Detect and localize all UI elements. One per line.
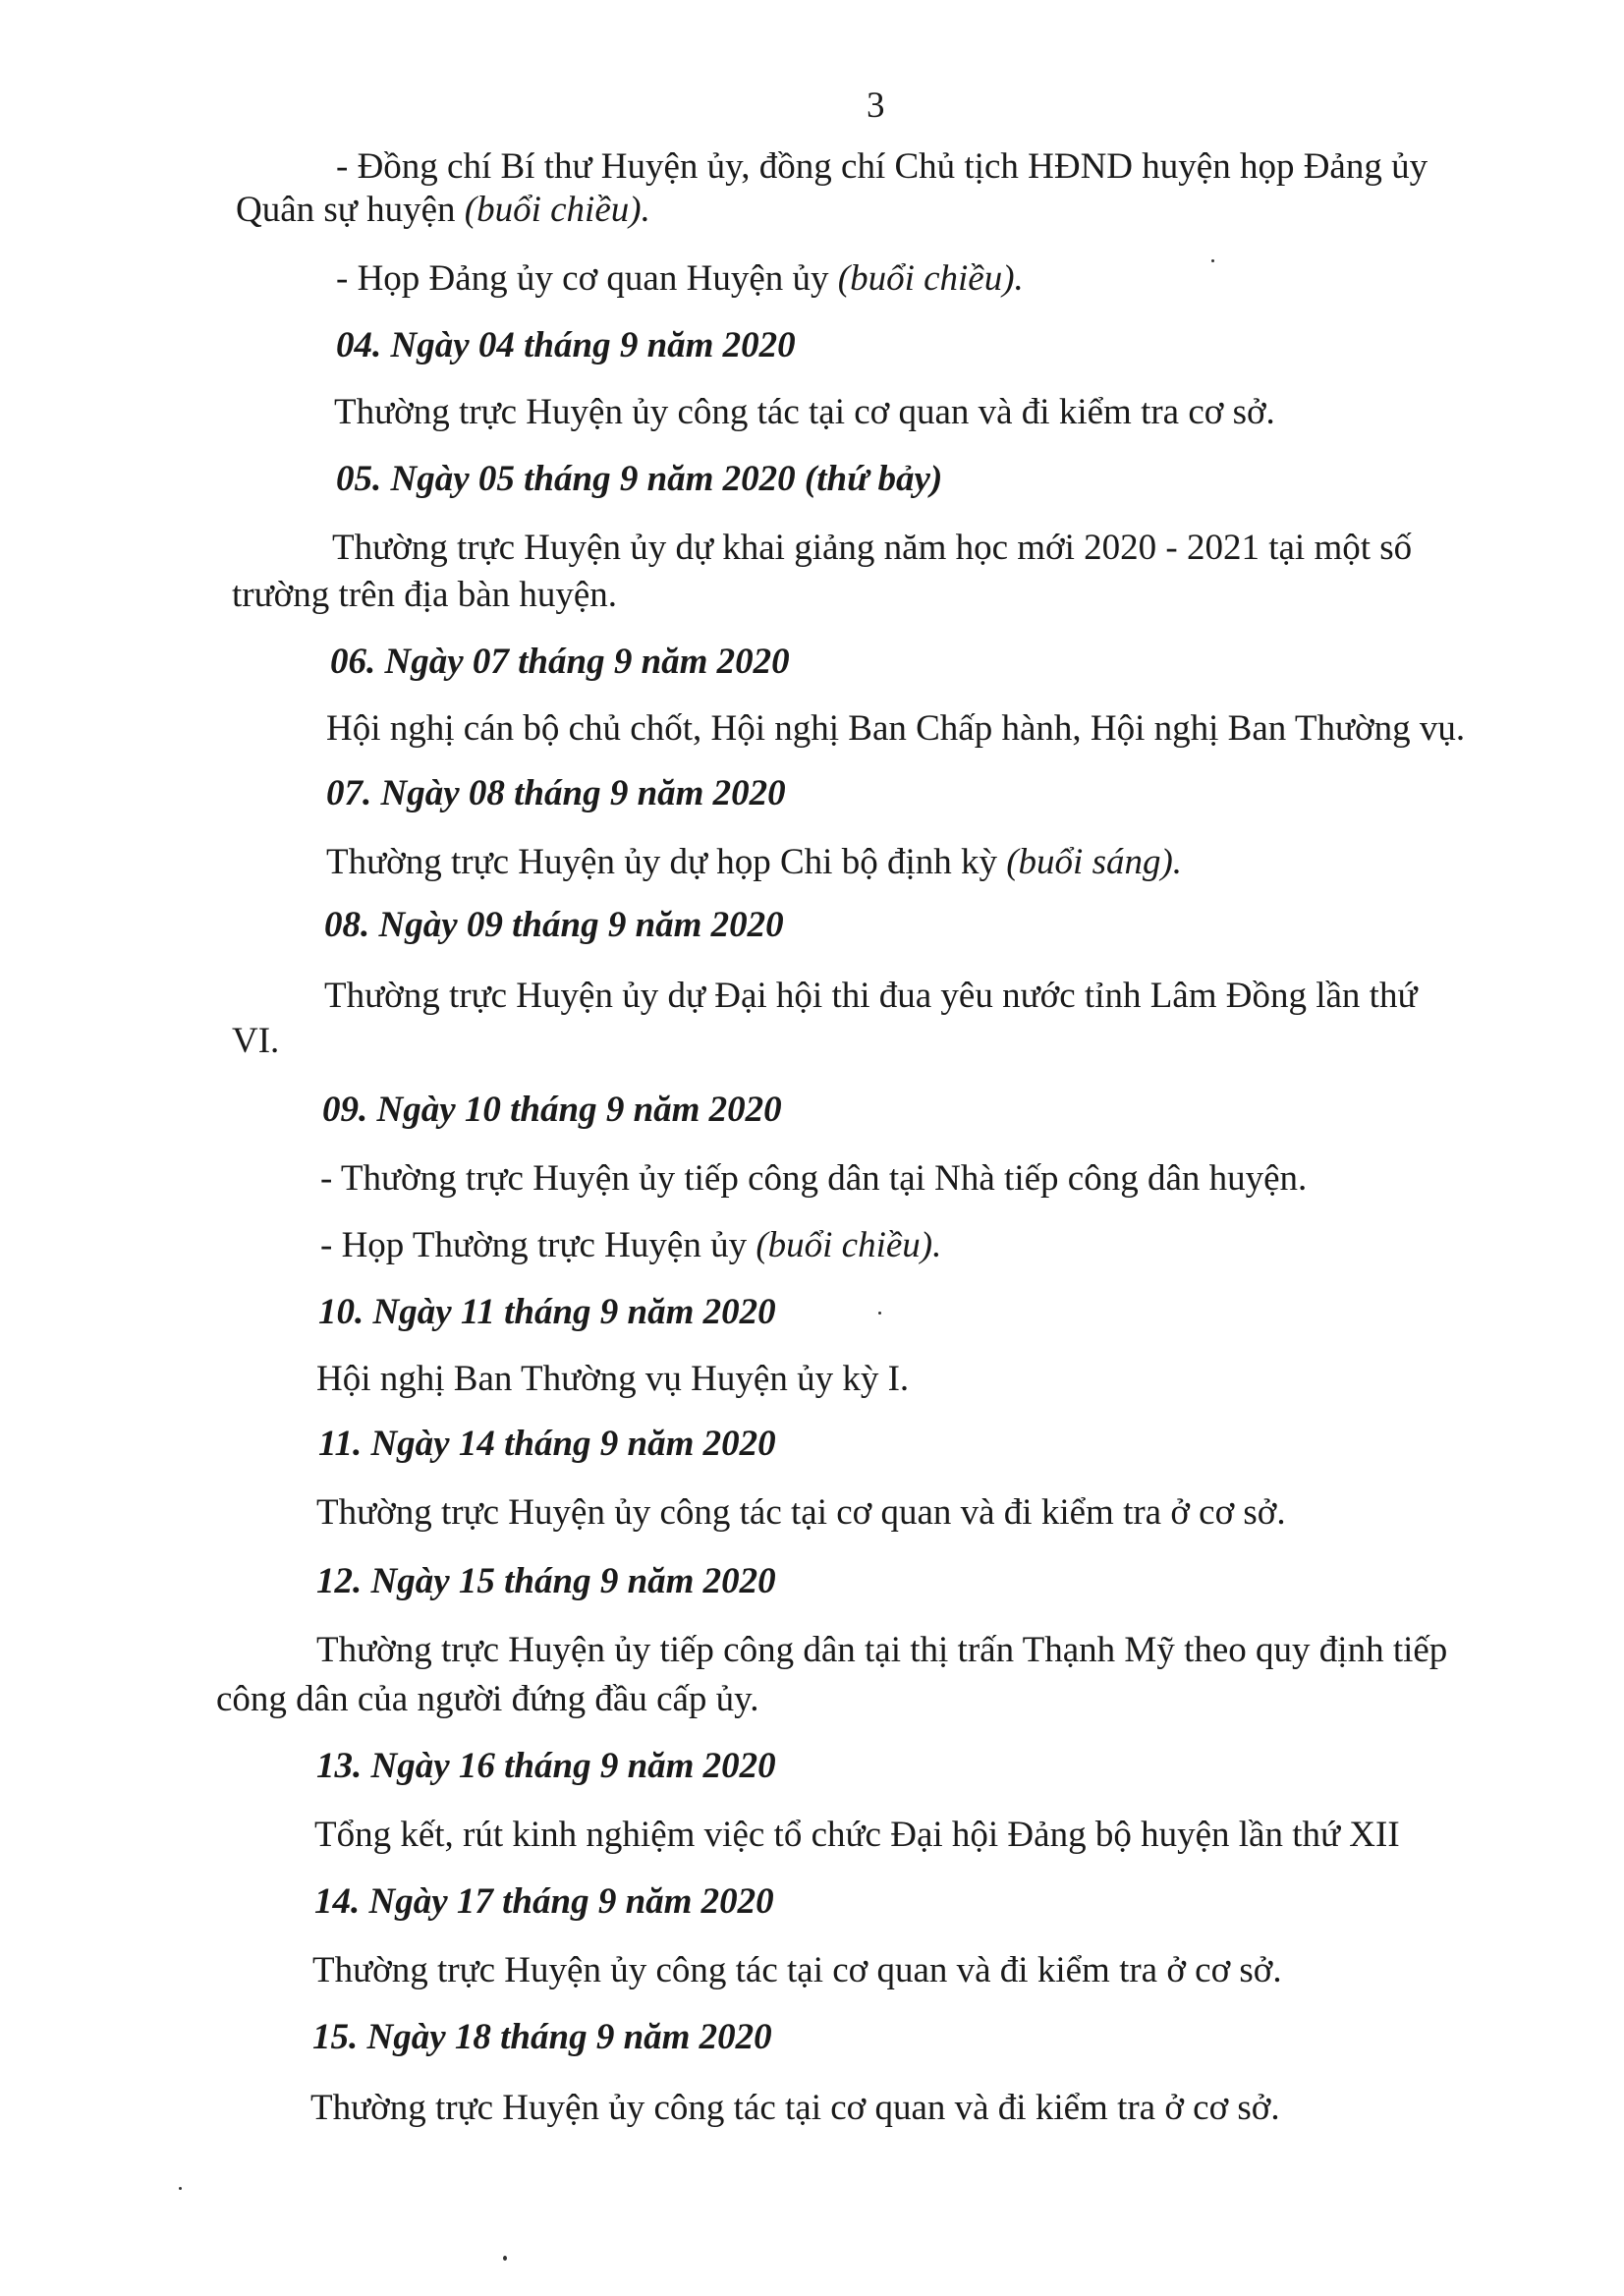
body-line: Thường trực Huyện ủy công tác tại cơ quan và đi kiểm tra ở cơ sở. [316,1492,1286,1533]
body-line: trường trên địa bàn huyện. [232,575,618,615]
body-line: - Họp Đảng ủy cơ quan Huyện ủy (buổi chiều). [336,258,1024,299]
body-line: - Thường trực Huyện ủy tiếp công dân tại Nhà tiếp công dân huyện. [320,1158,1308,1199]
body-line: Thường trực Huyện ủy công tác tại cơ quan và đi kiểm tra ở cơ sở. [312,1950,1282,1990]
body-line: Thường trực Huyện ủy công tác tại cơ quan và đi kiểm tra cơ sở. [334,392,1275,432]
scan-speck [878,1312,881,1315]
scan-speck [503,2256,507,2261]
body-line: công dân của người đứng đầu cấp ủy. [216,1679,759,1719]
body-line: Hội nghị Ban Thường vụ Huyện ủy kỳ I. [316,1359,910,1399]
body-line: Thường trực Huyện ủy dự khai giảng năm học mới 2020 - 2021 tại một số [332,528,1413,568]
body-line: Tổng kết, rút kinh nghiệm việc tổ chức Đại hội Đảng bộ huyện lần thứ XII [314,1815,1400,1855]
body-line: - Họp Thường trực Huyện ủy (buổi chiều). [320,1225,942,1265]
section-heading: 15. Ngày 18 tháng 9 năm 2020 [312,2017,772,2057]
body-line: Thường trực Huyện ủy dự Đại hội thi đua yêu nước tỉnh Lâm Đồng lần thứ [324,976,1418,1016]
section-heading: 08. Ngày 09 tháng 9 năm 2020 [324,905,784,945]
section-heading: 04. Ngày 04 tháng 9 năm 2020 [336,325,796,365]
section-heading: 05. Ngày 05 tháng 9 năm 2020 (thứ bảy) [336,459,943,499]
section-heading: 09. Ngày 10 tháng 9 năm 2020 [322,1090,782,1130]
scan-speck [179,2187,182,2190]
section-heading: 07. Ngày 08 tháng 9 năm 2020 [326,773,786,813]
body-line: Quân sự huyện (buổi chiều). [236,190,650,230]
body-line: Thường trực Huyện ủy công tác tại cơ quan và đi kiểm tra ở cơ sở. [310,2088,1280,2128]
scan-speck [1211,259,1214,262]
section-heading: 14. Ngày 17 tháng 9 năm 2020 [314,1881,774,1922]
section-heading: 13. Ngày 16 tháng 9 năm 2020 [316,1746,776,1786]
body-line: - Đồng chí Bí thư Huyện ủy, đồng chí Chủ tịch HĐND huyện họp Đảng ủy [336,146,1428,187]
page-number: 3 [867,85,885,126]
body-line: VI. [232,1021,280,1061]
section-heading: 10. Ngày 11 tháng 9 năm 2020 [318,1292,776,1332]
body-line: Thường trực Huyện ủy tiếp công dân tại thị trấn Thạnh Mỹ theo quy định tiếp [316,1630,1448,1670]
section-heading: 12. Ngày 15 tháng 9 năm 2020 [316,1561,776,1601]
body-line: Thường trực Huyện ủy dự họp Chi bộ định kỳ (buổi sáng). [326,842,1183,882]
body-line: Hội nghị cán bộ chủ chốt, Hội nghị Ban Chấp hành, Hội nghị Ban Thường vụ. [326,708,1466,749]
section-heading: 06. Ngày 07 tháng 9 năm 2020 [330,642,790,682]
section-heading: 11. Ngày 14 tháng 9 năm 2020 [318,1424,776,1464]
